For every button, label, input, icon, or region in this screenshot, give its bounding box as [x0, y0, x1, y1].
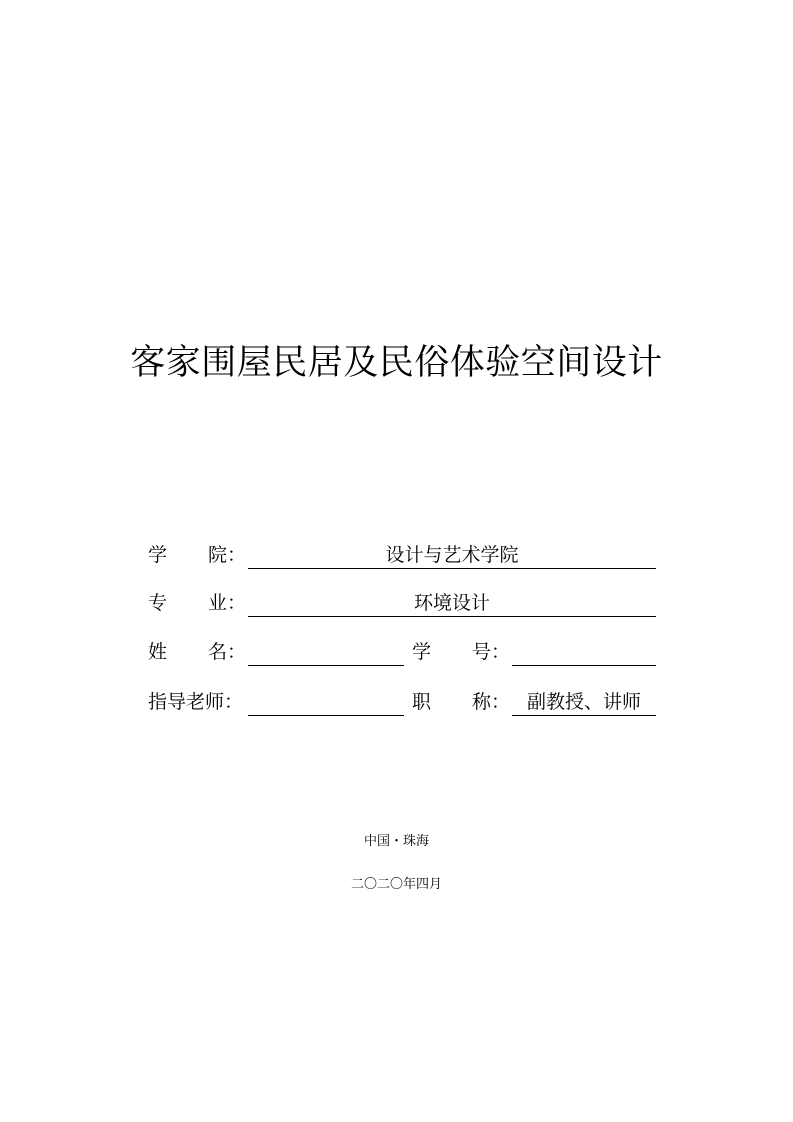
- college-value: 设计与艺术学院: [385, 544, 519, 566]
- college-field[interactable]: [248, 539, 656, 569]
- rank-value: 副教授、讲师: [526, 691, 641, 713]
- advisor-rank-row: [0, 686, 793, 720]
- college-row: [0, 539, 793, 573]
- date-text: 二〇二〇年四月: [350, 877, 442, 892]
- advisor-label: 指导老师：: [148, 691, 244, 713]
- document-title: 客家围屋民居及民俗体验空间设计: [130, 343, 663, 383]
- student-id-label-char1: 学: [412, 641, 432, 663]
- college-label-char1: 学: [148, 544, 168, 566]
- major-value: 环境设计: [413, 592, 490, 614]
- student-id-field[interactable]: [512, 636, 656, 666]
- rank-field[interactable]: [512, 686, 656, 716]
- name-field[interactable]: [248, 636, 404, 666]
- major-field[interactable]: [248, 587, 656, 617]
- location-text: 中国・珠海: [363, 834, 429, 849]
- college-label-char2: 院：: [208, 544, 247, 566]
- major-label-char1: 专: [148, 592, 168, 614]
- student-id-label-char2: 号：: [472, 641, 511, 663]
- name-label-char2: 名：: [208, 641, 247, 663]
- rank-label-char1: 职: [412, 691, 432, 713]
- rank-label-char2: 称：: [472, 691, 511, 713]
- advisor-field[interactable]: [248, 686, 404, 716]
- name-id-row: [0, 636, 793, 670]
- name-label-char1: 姓: [148, 641, 168, 663]
- major-label-char2: 业：: [208, 592, 247, 614]
- major-row: [0, 587, 793, 621]
